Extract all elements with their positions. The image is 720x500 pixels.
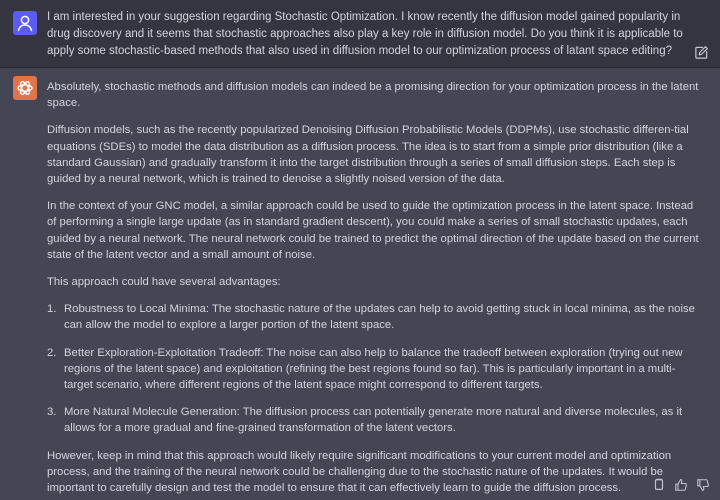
list-item-number: 1.: [47, 303, 57, 316]
list-item-number: 2.: [47, 346, 57, 359]
assistant-avatar: [13, 76, 37, 100]
list-item-text: More Natural Molecule Generation: The diffusion process can potentially generate more natural and diverse molecules, as it allows for a more gradual and fine-grained transformation of the latent vectors.: [64, 406, 683, 435]
gnc-paragraph: In the context of your GNC model, a similar approach could be used to guide the optimization process in the latent space. Instead of performing a single large update (as in standard gradient descent), you could make a series of small stochastic updates, each guided by a neural network. The neural network could be trained to predict the optimal direction of the update based on the current state of the latent vector and a small amount of noise.: [47, 200, 699, 261]
list-item-text: Robustness to Local Minima: The stochastic nature of the updates can help to avoid getting stuck in local minima, as the noise can allow the model to explore a larger portion of the latent space.: [64, 303, 695, 332]
list-item-text: Better Exploration-Exploitation Tradeoff: The noise can also help to balance the tradeoff between exploration (trying out new regions of the latent space) and exploitation (refining the best regions found so far). This is particularly important in a multi-target scenario, where different regions of the latent space might correspond to different targets.: [64, 346, 683, 392]
diffusion-paragraph: Diffusion models, such as the recently popularized Denoising Diffusion Probabilistic Models (DDPMs), use stochastic differen-tial equations (SDEs) to model the data distribution as a diffusion process. The idea is to start from a simple prior distribution (like a standard Gaussian) and gradually transform it into the target distribution through a series of small diffusion steps. Each step is guided by a neural network, which is trained to denoise a slightly noised version of the data.: [47, 124, 689, 186]
copy-icon[interactable]: [652, 478, 666, 492]
thumbs-up-icon[interactable]: [674, 478, 688, 492]
assistant-message-content: [47, 79, 701, 496]
user-avatar: [13, 11, 37, 35]
intro-paragraph: Absolutely, stochastic methods and diffusion models can indeed be a promising direction for your optimization process in the latent space.: [47, 81, 699, 110]
list-item: [47, 301, 701, 333]
message-actions: [652, 478, 710, 492]
list-item: [47, 345, 701, 394]
thumbs-down-icon[interactable]: [696, 478, 710, 492]
user-message-block: [0, 0, 720, 68]
user-message-text: I am interested in your suggestion regarding Stochastic Optimization. I know recently the diffusion model gained popularity in drug discovery and it seems that stochastic approaches also play a key role in diffusion model. Do you think it is applicable to apply some stochastic-based methods that also used in diffusion model to our optimization process of latant space editing?: [47, 11, 683, 57]
openai-logo-icon: [13, 76, 37, 100]
user-icon: [13, 11, 37, 35]
advantages-paragraph: This approach could have several advantages:: [47, 276, 281, 289]
conclusion-paragraph: However, keep in mind that this approach would likely require significant modifications to your current model and optimization process, and the training of the neural network could be challenging due to the stochastic nature of the updates. It would be important to carefully design and test the model to ensure that it can effectively learn to guide the diffusion process.: [47, 449, 672, 495]
assistant-message-block: [0, 68, 720, 500]
edit-icon[interactable]: [694, 45, 709, 60]
list-item-number: 3.: [47, 406, 57, 419]
list-item: [47, 404, 701, 436]
